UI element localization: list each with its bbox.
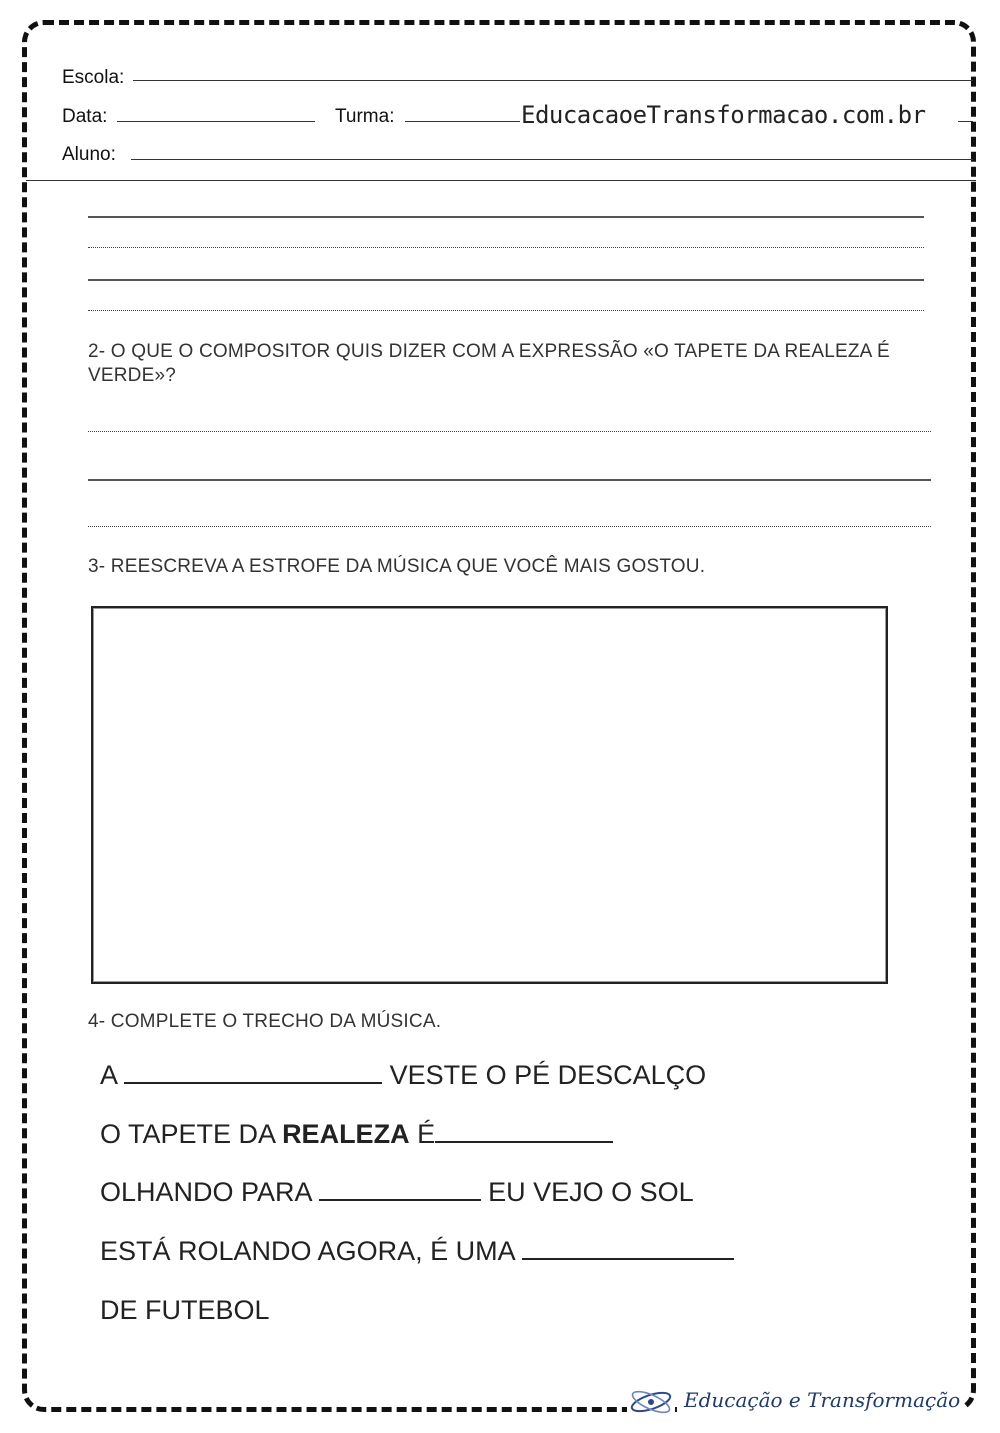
answer-line[interactable] (88, 526, 931, 527)
question-2: 2- O QUE O COMPOSITOR QUIS DIZER COM A EXPRESSÃO «O TAPETE DA REALEZA É VERDE»? (88, 341, 890, 386)
answer-line[interactable] (88, 479, 931, 481)
date-field[interactable] (117, 121, 315, 122)
lyric-text: A (100, 1060, 117, 1090)
class-field[interactable] (405, 121, 520, 122)
answer-line[interactable] (88, 279, 924, 281)
class-field-end (958, 121, 973, 122)
logo-icon (627, 1384, 675, 1420)
site-url: EducacaoeTransformacao.com.br (521, 101, 926, 129)
lyric-text: EU VEJO O SOL (488, 1177, 694, 1207)
date-label: Data: (62, 106, 108, 127)
question-3: 3- REESCREVA A ESTROFE DA MÚSICA QUE VOCÊ MAIS GOSTOU. (88, 556, 706, 577)
fill-blank[interactable] (124, 1060, 382, 1084)
school-label: Escola: (62, 67, 125, 88)
fill-blank[interactable] (435, 1119, 613, 1143)
lyric-text: OLHANDO PARA (100, 1177, 312, 1207)
logo-text: Educação e Transformação (680, 1388, 964, 1412)
answer-line[interactable] (88, 310, 924, 311)
answer-line[interactable] (88, 216, 924, 218)
fill-blank[interactable] (319, 1177, 481, 1201)
lyric-line-5: DE FUTEBOL (100, 1295, 270, 1325)
lyric-text: ESTÁ ROLANDO AGORA, É UMA (100, 1236, 515, 1266)
school-field[interactable] (133, 80, 973, 81)
lyric-bold-word: REALEZA (282, 1119, 410, 1149)
answer-box[interactable] (91, 606, 888, 984)
header-divider (26, 180, 976, 181)
question-4: 4- COMPLETE O TRECHO DA MÚSICA. (88, 1011, 442, 1032)
student-field[interactable] (131, 159, 973, 160)
student-label: Aluno: (62, 144, 116, 165)
class-label: Turma: (335, 106, 395, 127)
answer-line[interactable] (88, 431, 931, 432)
answer-line[interactable] (88, 247, 924, 248)
lyric-line-2 (100, 1119, 613, 1150)
lyric-line-1 (100, 1060, 706, 1091)
lyric-text: É (409, 1119, 436, 1149)
lyric-line-4 (100, 1236, 734, 1267)
fill-blank[interactable] (522, 1236, 734, 1260)
lyric-text: VESTE O PÉ DESCALÇO (389, 1060, 707, 1090)
lyric-text: O TAPETE DA (100, 1119, 283, 1149)
lyric-line-3 (100, 1177, 694, 1208)
